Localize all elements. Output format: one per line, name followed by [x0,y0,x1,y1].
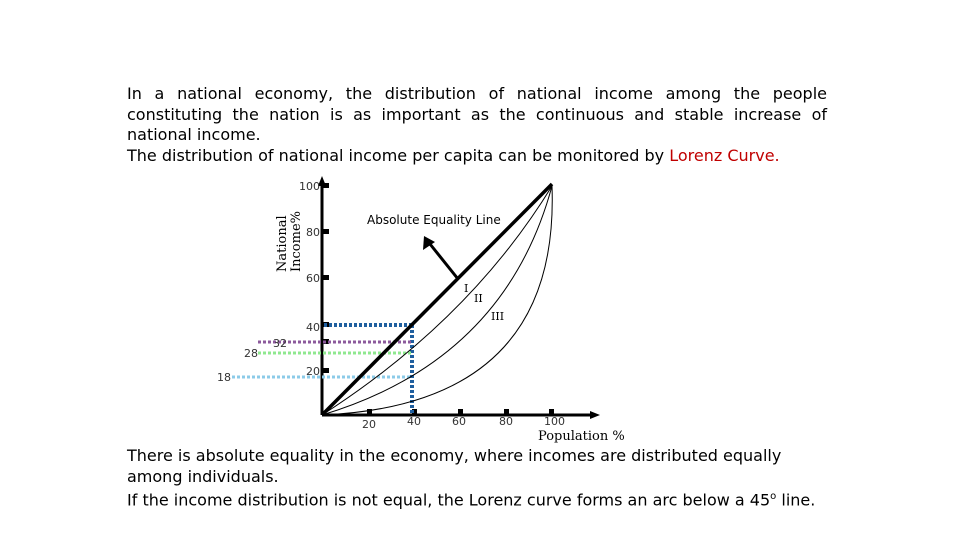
x-tick-label-40: 40 [407,415,421,428]
y-axis-title-line-1: National [275,215,290,272]
y-tick-mark-80 [322,229,329,234]
outro-line-2-text: If the income distribution is not equal, the Lorenz curve forms an arc below a 45 [127,490,771,510]
y-tick-label-40: 40 [306,321,320,334]
y-tick-mark-20 [322,368,329,373]
y-tick-mark-100 [322,183,329,188]
y-tick-label-32: 32 [273,337,287,350]
y-tick-mark-60 [322,275,329,280]
outro-line-2 [127,487,837,511]
outro-line-2-suffix: line. [776,490,816,510]
x-tick-label-60: 60 [452,415,466,428]
y-label-28: 28 [244,347,258,360]
equality-line-pointer [430,244,458,279]
outro-line-1: There is absolute equality in the economy, where incomes are distributed equally among individuals. [127,446,782,486]
equality-line-label: Absolute Equality Line [367,213,501,227]
curve-label-1: I [464,282,469,295]
intro-paragraph-2-text: The distribution of national income per capita can be monitored by [127,145,670,165]
x-tick-label-100: 100 [544,415,565,428]
y-label-18: 18 [217,371,231,384]
x-axis-title: Population % [538,429,625,444]
y-tick-label-100: 100 [299,180,320,193]
y-tick-label-20: 20 [306,365,320,378]
y-axis-title-line-2: Income% [289,211,304,272]
lorenz-curve-highlight: Lorenz Curve. [669,145,780,165]
y-tick-label-80: 80 [306,226,320,239]
outro-text [127,446,837,511]
x-tick-label-20: 20 [362,418,376,431]
curve-label-3: III [491,310,505,323]
x-tick-label-80: 80 [499,415,513,428]
x-axis-arrow [590,411,600,419]
degree-superscript: o [770,491,777,502]
curve-label-2: II [474,292,483,305]
y-tick-label-60: 60 [306,272,320,285]
y-axis-title [275,211,304,272]
intro-paragraph-1: In a national economy, the distribution of national income among the people constituting the nation is as important as the continuous and stable increase of national income. [127,84,827,144]
